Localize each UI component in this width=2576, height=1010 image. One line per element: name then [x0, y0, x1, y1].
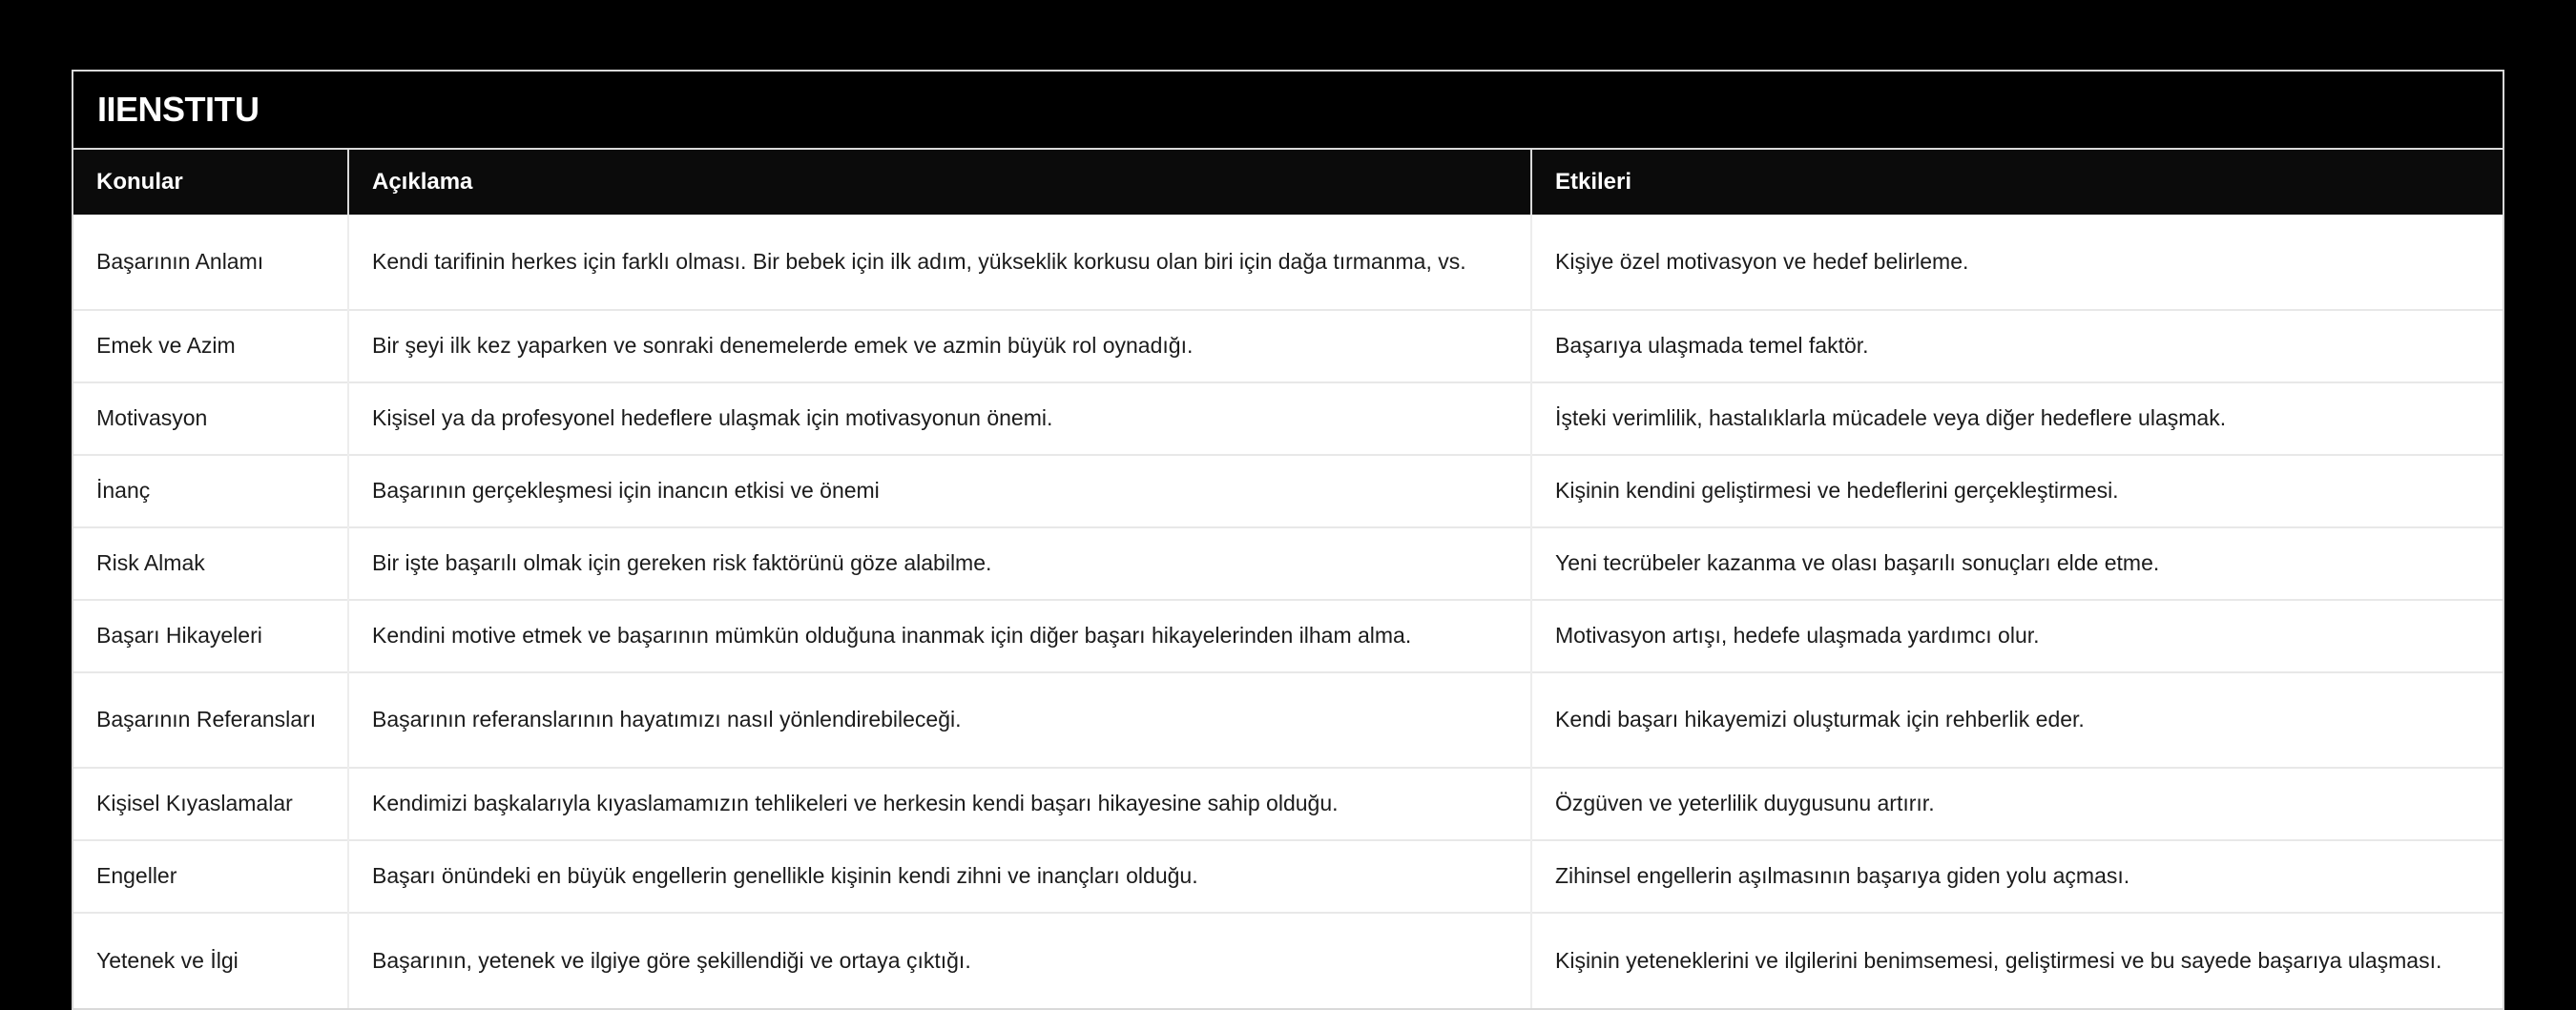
- cell-description: Başarı önündeki en büyük engellerin genellikle kişinin kendi zihni ve inançları olduğu.: [348, 840, 1531, 913]
- cell-description: Kendi tarifinin herkes için farklı olması. Bir bebek için ilk adım, yükseklik korkusu olan biri için dağa tırmanma, vs.: [348, 215, 1531, 310]
- cell-topic: Başarının Anlamı: [73, 215, 348, 310]
- table-row: [73, 310, 2503, 382]
- table-row: [73, 840, 2503, 913]
- table-row: [73, 913, 2503, 1008]
- cell-topic: Risk Almak: [73, 527, 348, 600]
- cell-effect: Özgüven ve yeterlilik duygusunu artırır.: [1531, 768, 2503, 840]
- table-row: [73, 768, 2503, 840]
- cell-topic: Başarının Referansları: [73, 672, 348, 768]
- cell-description: Başarının referanslarının hayatımızı nasıl yönlendirebileceği.: [348, 672, 1531, 768]
- cell-topic: Başarı Hikayeleri: [73, 600, 348, 672]
- cell-topic: Emek ve Azim: [73, 310, 348, 382]
- cell-description: Bir işte başarılı olmak için gereken risk faktörünü göze alabilme.: [348, 527, 1531, 600]
- brand-title-band: [73, 72, 2503, 150]
- cell-description: Başarının gerçekleşmesi için inancın etkisi ve önemi: [348, 455, 1531, 527]
- table-body: [73, 215, 2503, 1008]
- table-row: [73, 600, 2503, 672]
- cell-topic: Motivasyon: [73, 382, 348, 455]
- cell-topic: Kişisel Kıyaslamalar: [73, 768, 348, 840]
- brand-title: IIENSTITU: [97, 90, 260, 129]
- cell-description: Kendimizi başkalarıyla kıyaslamamızın tehlikeleri ve herkesin kendi başarı hikayesine sahip olduğu.: [348, 768, 1531, 840]
- table-card: [72, 70, 2504, 1010]
- cell-description: Başarının, yetenek ve ilgiye göre şekillendiği ve ortaya çıktığı.: [348, 913, 1531, 1008]
- table-header: [73, 150, 2503, 215]
- cell-effect: Zihinsel engellerin aşılmasının başarıya giden yolu açması.: [1531, 840, 2503, 913]
- cell-effect: Kişinin kendini geliştirmesi ve hedeflerini gerçekleştirmesi.: [1531, 455, 2503, 527]
- cell-effect: Yeni tecrübeler kazanma ve olası başarılı sonuçları elde etme.: [1531, 527, 2503, 600]
- cell-effect: Kişinin yeteneklerini ve ilgilerini benimsemesi, geliştirmesi ve bu sayede başarıya ulaşması.: [1531, 913, 2503, 1008]
- table-row: [73, 455, 2503, 527]
- table-row: [73, 382, 2503, 455]
- cell-topic: Engeller: [73, 840, 348, 913]
- cell-effect: Motivasyon artışı, hedefe ulaşmada yardımcı olur.: [1531, 600, 2503, 672]
- table-header-row: [73, 150, 2503, 215]
- table-row: [73, 672, 2503, 768]
- cell-description: Kişisel ya da profesyonel hedeflere ulaşmak için motivasyonun önemi.: [348, 382, 1531, 455]
- table-row: [73, 527, 2503, 600]
- cell-topic: İnanç: [73, 455, 348, 527]
- column-header-aciklama[interactable]: Açıklama: [348, 150, 1531, 215]
- cell-effect: Başarıya ulaşmada temel faktör.: [1531, 310, 2503, 382]
- cell-topic: Yetenek ve İlgi: [73, 913, 348, 1008]
- column-header-konular[interactable]: Konular: [73, 150, 348, 215]
- topics-table: [73, 150, 2503, 1008]
- table-row: [73, 215, 2503, 310]
- cell-effect: Kendi başarı hikayemizi oluşturmak için rehberlik eder.: [1531, 672, 2503, 768]
- cell-effect: Kişiye özel motivasyon ve hedef belirleme.: [1531, 215, 2503, 310]
- column-header-etkileri[interactable]: Etkileri: [1531, 150, 2503, 215]
- cell-description: Bir şeyi ilk kez yaparken ve sonraki denemelerde emek ve azmin büyük rol oynadığı.: [348, 310, 1531, 382]
- cell-description: Kendini motive etmek ve başarının mümkün olduğuna inanmak için diğer başarı hikayelerinden ilham alma.: [348, 600, 1531, 672]
- cell-effect: İşteki verimlilik, hastalıklarla mücadele veya diğer hedeflere ulaşmak.: [1531, 382, 2503, 455]
